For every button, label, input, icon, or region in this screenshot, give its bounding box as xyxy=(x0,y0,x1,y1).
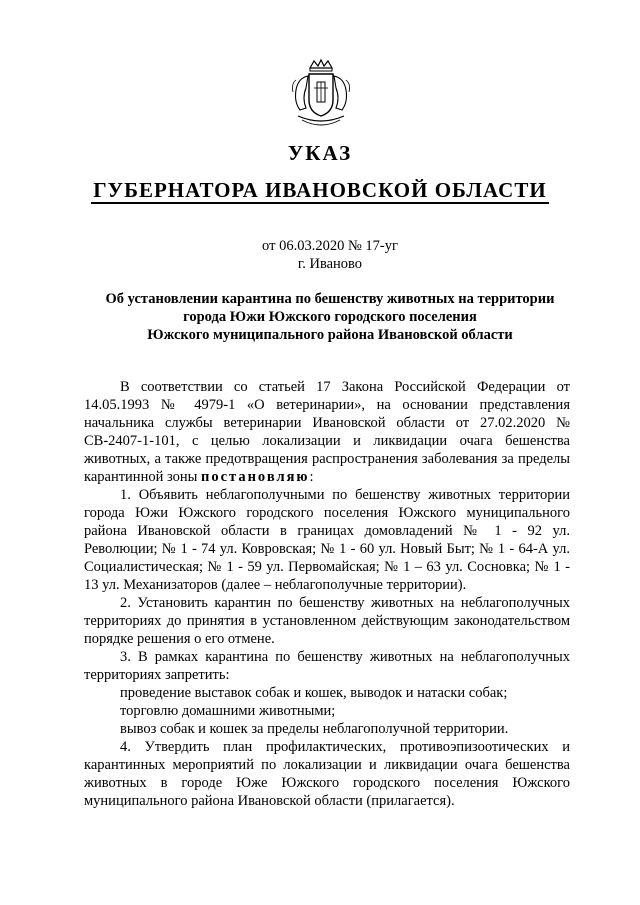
decree-subject xyxy=(70,290,590,344)
item-3: 3. В рамках карантина по бешенству животных на неблагополучных территориях запретить: xyxy=(84,649,570,683)
item-2: 2. Установить карантин по бешенству животных на неблагополучных территориях до принятия в установленном действующим законодательством порядке решения о его отмене. xyxy=(84,595,570,647)
city: г. Иваново xyxy=(297,256,363,272)
item-3-sub-1: проведение выставок собак и кошек, выводок и натаски собак; xyxy=(120,685,508,701)
intro-text: В соответствии со статьей 17 Закона Российской Федерации от 14.05.1993 № 4979-1 «О ветеринарии», на основании представления начальника службы ветеринарии Ивановской области от 27.02.2020 № СВ-2407-1-101, с целью локализации и ликвидации очага бешенства животных, а также предотвращения распространения заболевания за пределы карантинной зоны xyxy=(84,379,570,485)
decree-colon: : xyxy=(309,469,314,485)
item-1: 1. Объявить неблагополучными по бешенству животных территории города Южи Южского городского поселения Южского муниципального района Ивановской области в границах домовладений № 1 - 92 ул. Революции; № 1 - 74 ул. Ковровская; № 1 - 60 ул. Новый Быт; № 1 - 64-А ул. Социалистическая; № 1 - 59 ул. Первомайская; № 1 – 63 ул. Сосновка; № 1 - 13 ул. Механизаторов (далее – неблагополучные территории). xyxy=(84,487,570,593)
coat-of-arms-icon xyxy=(288,58,354,130)
item-4: 4. Утвердить план профилактических, противоэпизоотических и карантинных мероприятий по локализации и ликвидации очага бешенства животных в городе Юже Южского городского поселения Южского муниципального района Ивановской области (прилагается). xyxy=(84,739,570,809)
decree-body xyxy=(84,378,570,810)
intro-paragraph xyxy=(84,378,570,486)
subject-line-1: Об установлении карантина по бешенству животных на территории xyxy=(105,291,555,307)
item-3-sub-3: вывоз собак и кошек за пределы неблагополучной территории. xyxy=(120,721,509,737)
document-title: УКАЗ xyxy=(287,141,353,165)
decree-word: постановляю xyxy=(200,469,310,485)
date-number: от 06.03.2020 № 17-уг xyxy=(262,238,398,254)
subject-line-2: города Южи Южского городского поселения xyxy=(183,309,477,325)
item-3-sub-2: торговлю домашними животными; xyxy=(120,703,336,719)
subject-line-3: Южского муниципального района Ивановской области xyxy=(147,327,513,343)
document-subtitle: ГУБЕРНАТОРА ИВАНОВСКОЙ ОБЛАСТИ xyxy=(93,178,547,202)
